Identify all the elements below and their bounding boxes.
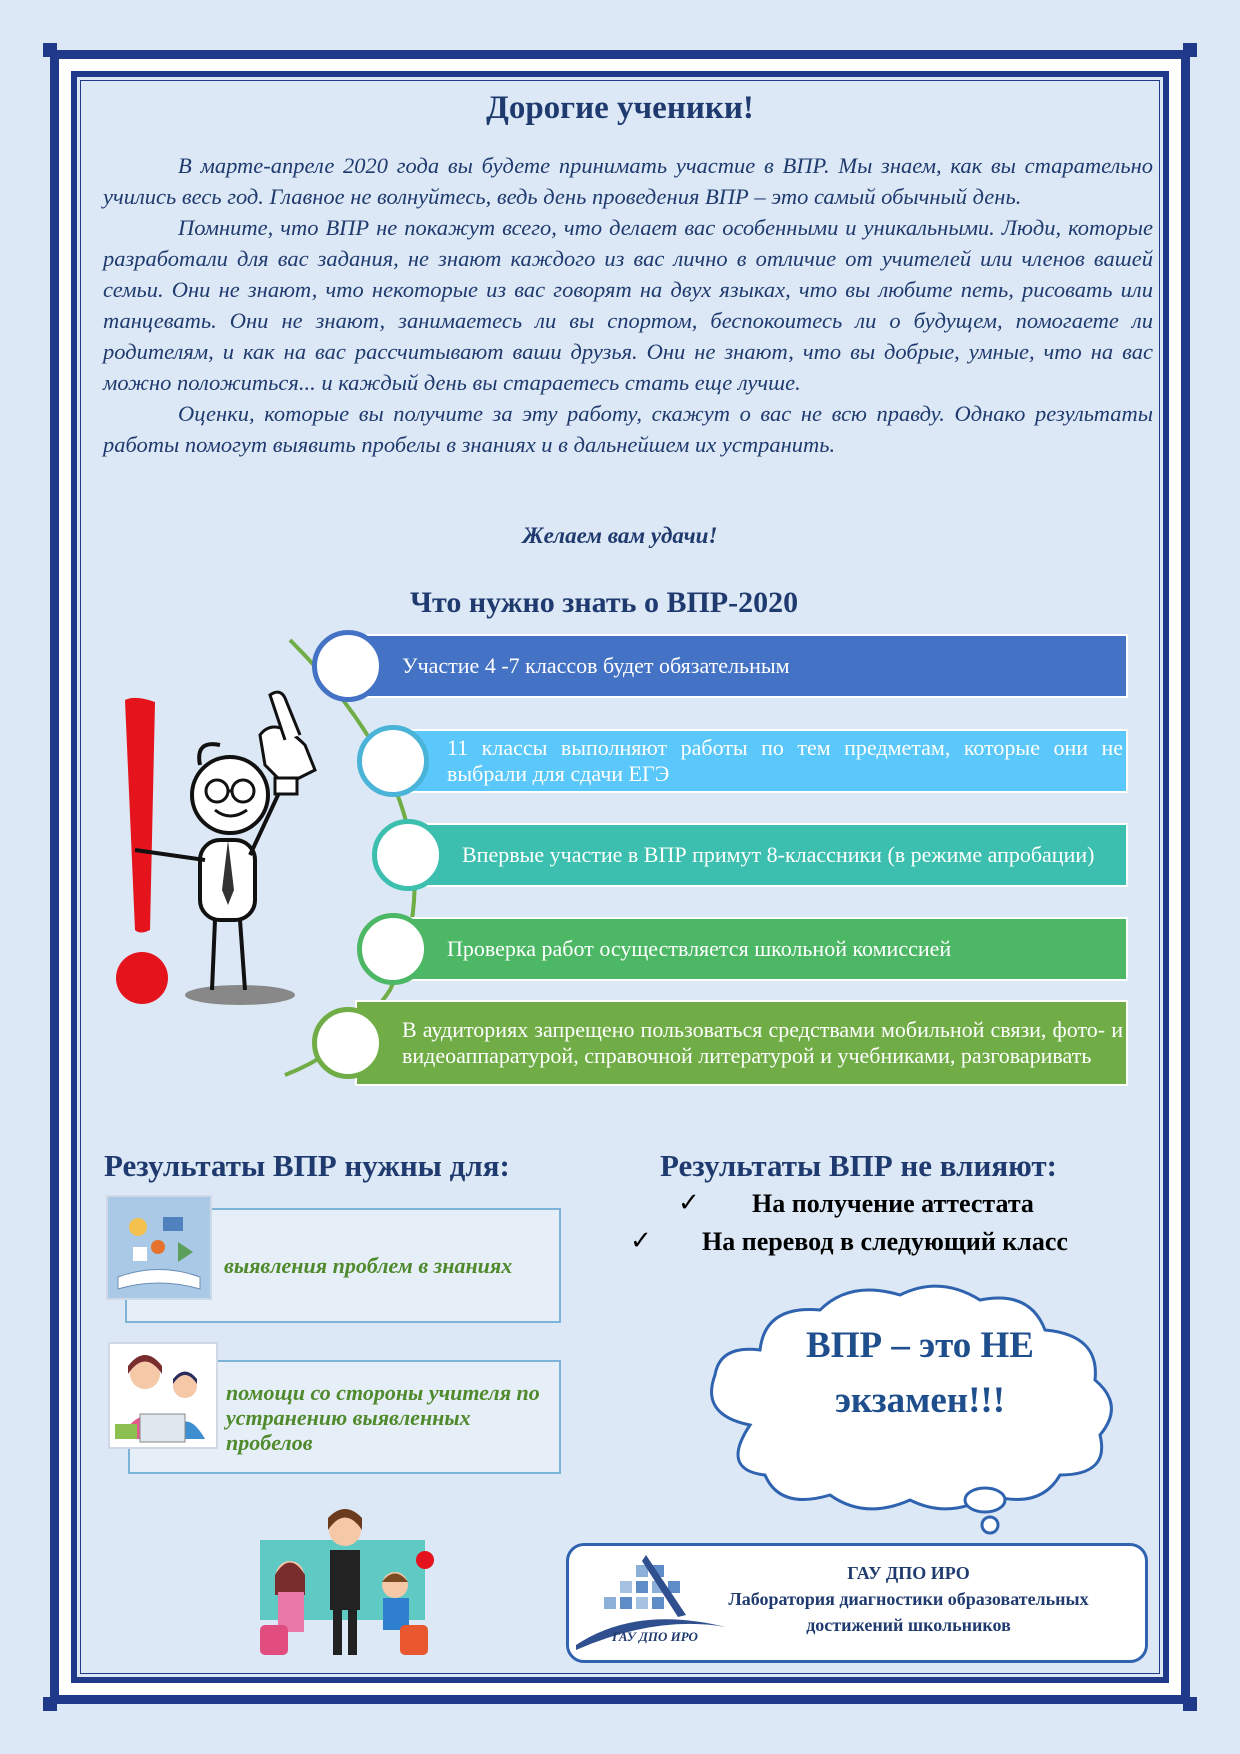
- intro-paragraph: Помните, что ВПР не покажут всего, что делает вас особенными и уникальными. Люди, которые разработали для вас задания, не знают каждого из вас лично в отличие от учителей или членов вашей семьи. Они не знают, что некоторые из вас говорят на двух языках, что вы любите петь, рисовать или танцевать. Они не знают, занимаетесь ли вы спортом, беспокоитесь ли о будущем, помогаете ли родителям, и как на вас рассчитывают ваши друзья. Они не знают, что вы добрые, умные, что на вас можно положиться... и каждый день вы стараетесь стать еще лучше.: [103, 215, 1153, 395]
- org-lab-line: Лаборатория диагностики образовательных: [728, 1589, 1089, 1609]
- needed-item-text: выявления проблем в знаниях: [224, 1253, 513, 1278]
- not-affect-title: Результаты ВПР не влияют:: [660, 1148, 1057, 1183]
- fact-circle: [357, 725, 429, 797]
- stick-figure-illustration: [100, 690, 360, 1020]
- teacher-kids-illustration: [250, 1500, 440, 1665]
- wish-text: Желаем вам удачи!: [522, 523, 718, 548]
- fact-bar: [355, 634, 1128, 698]
- fact-bar: [395, 917, 1128, 981]
- needed-for-title: Результаты ВПР нужны для:: [104, 1148, 510, 1183]
- org-lab-line: достижений школьников: [806, 1615, 1011, 1635]
- cloud-line: ВПР – это НЕ: [806, 1325, 1034, 1366]
- organization-text: [686, 1560, 1131, 1638]
- intro-paragraph: Оценки, которые вы получите за эту работу, скажут о вас не всю правду. Однако результаты работы помогут выявить пробелы в знаниях и в дальнейшем их устранить.: [103, 401, 1153, 457]
- fact-bar: [410, 823, 1128, 887]
- org-name: ГАУ ДПО ИРО: [847, 1563, 970, 1583]
- checkmark-icon: ✓: [678, 1188, 700, 1218]
- fact-circle: [372, 819, 444, 891]
- fact-circle: [357, 913, 429, 985]
- fact-bar: [395, 729, 1128, 793]
- facts-title: Что нужно знать о ВПР-2020: [410, 586, 799, 619]
- fact-text: 11 классы выполняют работы по тем предметам, которые они не выбрали для сдачи ЕГЭ: [447, 735, 1123, 786]
- fact-text: Участие 4 -7 классов будет обязательным: [402, 653, 790, 678]
- needed-item-text: помощи со стороны учителя по устранению выявленных пробелов: [226, 1380, 540, 1455]
- logo-text: ГАУ ДПО ИРО: [612, 1629, 698, 1644]
- fact-text: Проверка работ осуществляется школьной комиссией: [447, 936, 952, 961]
- study-image: [106, 1195, 212, 1300]
- not-affect-item: На перевод в следующий класс: [702, 1227, 1068, 1256]
- teacher-child-image: [108, 1342, 218, 1449]
- cloud-line: экзамен!!!: [834, 1380, 1006, 1421]
- not-affect-item: На получение аттестата: [752, 1189, 1034, 1218]
- checkmark-icon: ✓: [630, 1226, 652, 1256]
- fact-text: В аудиториях запрещено пользоваться средствами мобильной связи, фото- и видеоаппаратурой, справочной литературой и учебниками, разговаривать: [402, 1017, 1123, 1068]
- page-title: Дорогие ученики!: [486, 90, 754, 126]
- fact-bar: [355, 1000, 1128, 1086]
- cloud-text: [770, 1318, 1070, 1428]
- fact-text: Впервые участие в ВПР примут 8-классники (в режиме апробации): [462, 842, 1095, 867]
- intro-paragraph: В марте-апреле 2020 года вы будете принимать участие в ВПР. Мы знаем, как вы старательно учились весь год. Главное не волнуйтесь, ведь день проведения ВПР – это самый обычный день.: [103, 153, 1153, 209]
